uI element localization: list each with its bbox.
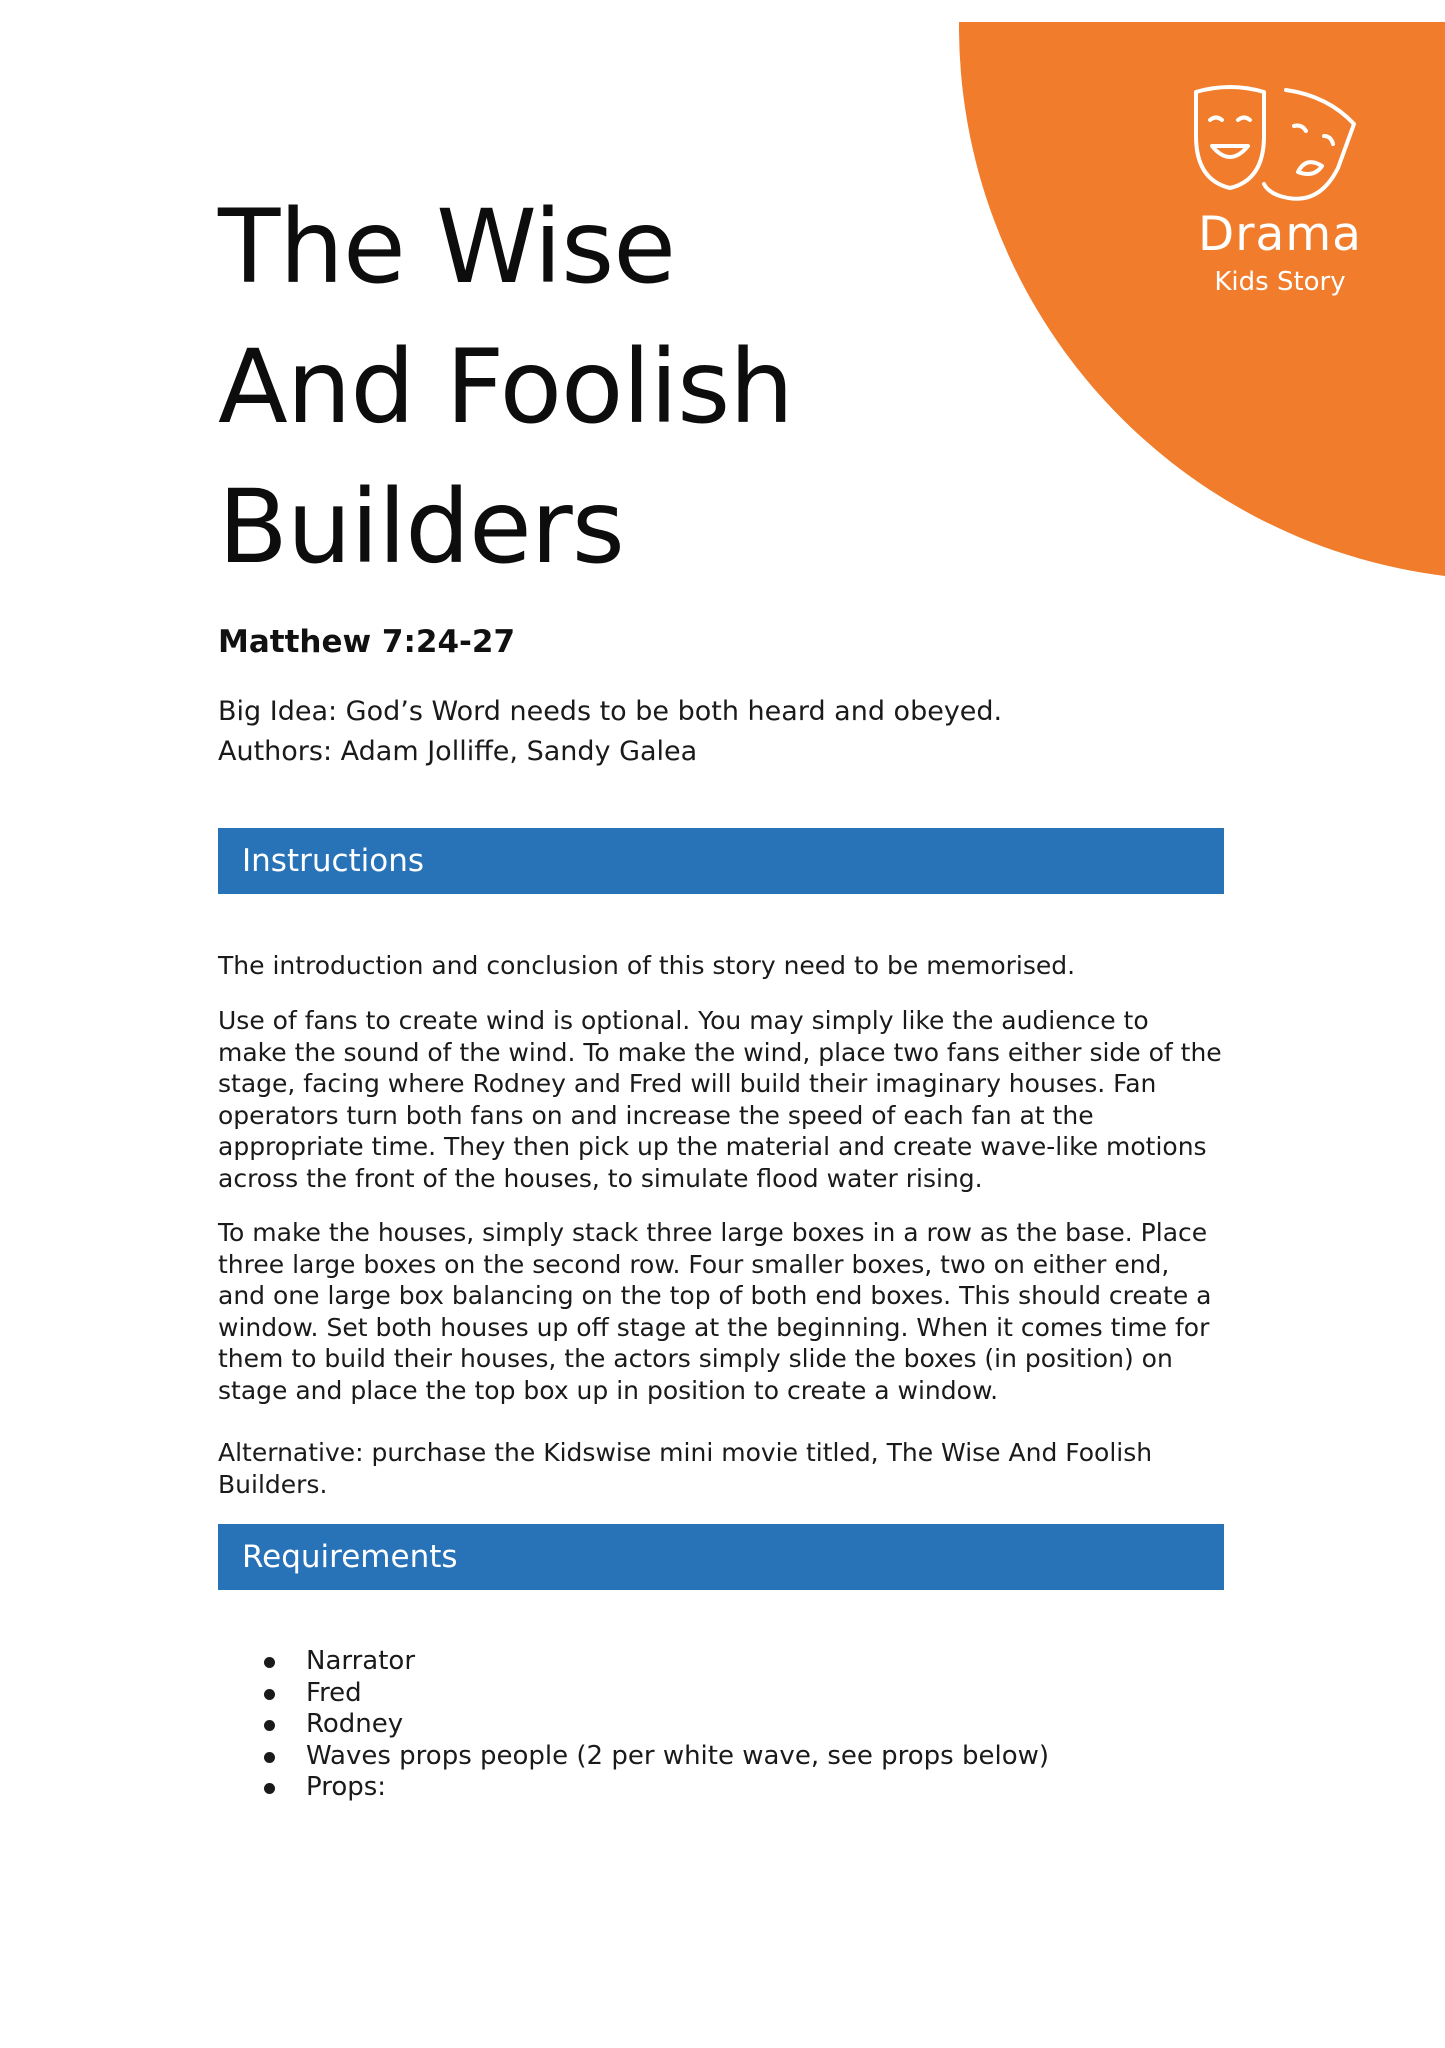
big-idea: Big Idea: God’s Word needs to be both heard and obeyed. <box>218 696 1003 727</box>
authors: Authors: Adam Jolliffe, Sandy Galea <box>218 736 698 767</box>
bullet-icon <box>264 1752 275 1763</box>
scripture-reference: Matthew 7:24-27 <box>218 624 516 660</box>
list-item <box>218 1741 1224 1773</box>
list-item <box>218 1678 1224 1710</box>
list-item <box>218 1646 1224 1678</box>
bullet-icon <box>264 1657 275 1668</box>
badge-title: Drama <box>1198 207 1362 262</box>
list-item <box>218 1772 1224 1804</box>
instructions-heading: Instructions <box>218 828 1224 894</box>
instructions-paragraph: Use of fans to create wind is optional. You may simply like the audience to make the sound of the wind. To make the wind, place two fans either side of the stage, facing where Rodney and Fred will build their imaginary houses. Fan operators turn both fans on and increase the speed of each fan at the appropriate time. They then pick up the material and create wave-like motions across the front of the houses, to simulate flood water rising. <box>218 1006 1222 1193</box>
requirements-list <box>218 1646 1224 1804</box>
requirements-heading: Requirements <box>218 1524 1224 1590</box>
list-item-text: Fred <box>306 1677 362 1708</box>
story-meta <box>218 692 1002 772</box>
title-line: And Foolish <box>218 328 793 447</box>
list-item-text: Rodney <box>306 1709 404 1739</box>
bullet-icon <box>264 1720 275 1731</box>
instructions-paragraph: To make the houses, simply stack three large boxes in a row as the base. Place three large boxes on the second row. Four smaller boxes, two on either end, and one large box balancing on the top of both end boxes. This should create a window. Set both houses up off stage at the beginning. When it comes time for them to build their houses, the actors simply slide the boxes (in position) on stage and place the top box up in position to create a window. <box>218 1218 1212 1405</box>
badge-subtitle: Kids Story <box>1214 267 1346 297</box>
page-title <box>218 178 938 598</box>
bullet-icon <box>264 1689 275 1700</box>
list-item-text: Props: <box>306 1772 387 1802</box>
list-item-text: Narrator <box>306 1646 416 1676</box>
list-item <box>218 1709 1224 1741</box>
instructions-paragraph: Alternative: purchase the Kidswise mini movie titled, The Wise And Foolish Builders. <box>218 1438 1153 1499</box>
list-item-text: Waves props people (2 per white wave, see props below) <box>306 1740 1050 1771</box>
title-line: Builders <box>218 468 624 587</box>
theatre-masks-icon <box>1190 84 1370 210</box>
title-line: The Wise <box>218 188 675 307</box>
bullet-icon <box>264 1783 275 1794</box>
instructions-paragraph: The introduction and conclusion of this story need to be memorised. <box>218 951 1076 980</box>
